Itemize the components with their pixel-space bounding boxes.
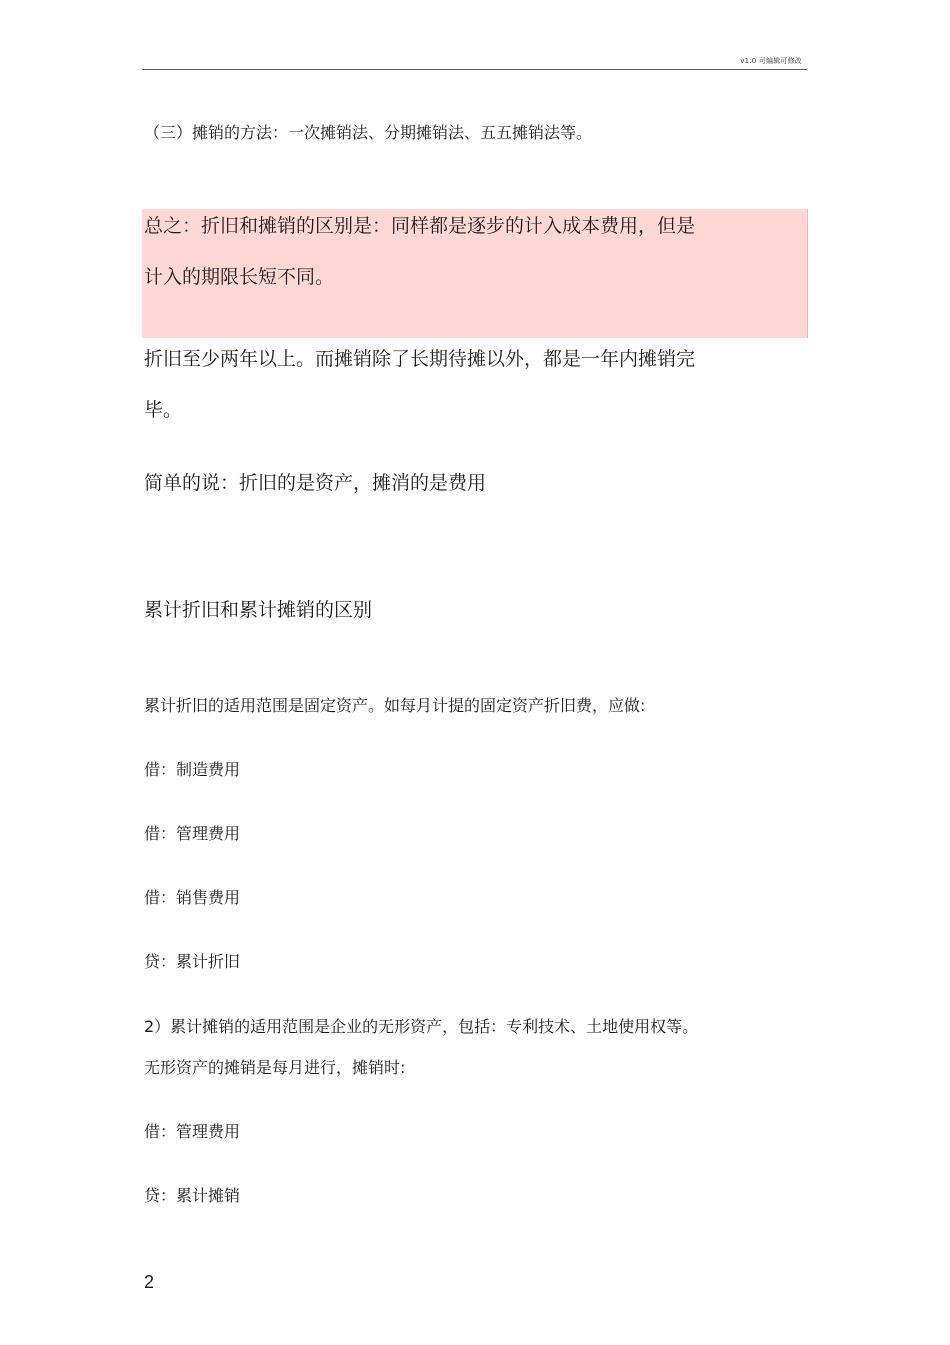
journal-entry-credit-accum-depreciation: 贷：累计折旧 xyxy=(144,952,241,971)
journal-entry-credit-accum-amort: 贷：累计摊销 xyxy=(144,1186,241,1205)
amortization-scope-line-2: 无形资产的摊销是每月进行，摊销时: xyxy=(144,1058,406,1077)
journal-entry-debit-admin: 借：管理费用 xyxy=(144,824,241,843)
page-number: 2 xyxy=(144,1272,155,1292)
depreciation-scope-text: 累计折旧的适用范围是固定资产。如每月计提的固定资产折旧费，应做: xyxy=(144,696,646,715)
summary-text-line-2: 计入的期限长短不同。 xyxy=(144,266,335,288)
version-tag: v1.0 可编辑可修改 xyxy=(740,57,802,65)
journal-entry-debit-sales: 借：销售费用 xyxy=(144,888,241,907)
simple-summary-text: 简单的说：折旧的是资产，摊消的是费用 xyxy=(144,472,487,494)
summary-text-line-1: 总之：折旧和摊销的区别是：同样都是逐步的计入成本费用，但是 xyxy=(144,215,696,237)
journal-entry-debit-manufacturing: 借：制造费用 xyxy=(144,760,241,779)
header-divider xyxy=(142,69,807,70)
detail-text-line-1: 折旧至少两年以上。而摊销除了长期待摊以外，都是一年内摊销完 xyxy=(144,348,696,370)
section-title: 累计折旧和累计摊销的区别 xyxy=(144,599,373,621)
detail-text-line-2: 毕。 xyxy=(144,399,183,421)
journal-entry-debit-admin-amort: 借：管理费用 xyxy=(144,1122,241,1141)
amortization-scope-line-1: 2）累计摊销的适用范围是企业的无形资产，包括：专利技术、土地使用权等。 xyxy=(144,1017,699,1036)
amortization-methods-text: （三）摊销的方法：一次摊销法、分期摊销法、五五摊销法等。 xyxy=(144,123,593,142)
